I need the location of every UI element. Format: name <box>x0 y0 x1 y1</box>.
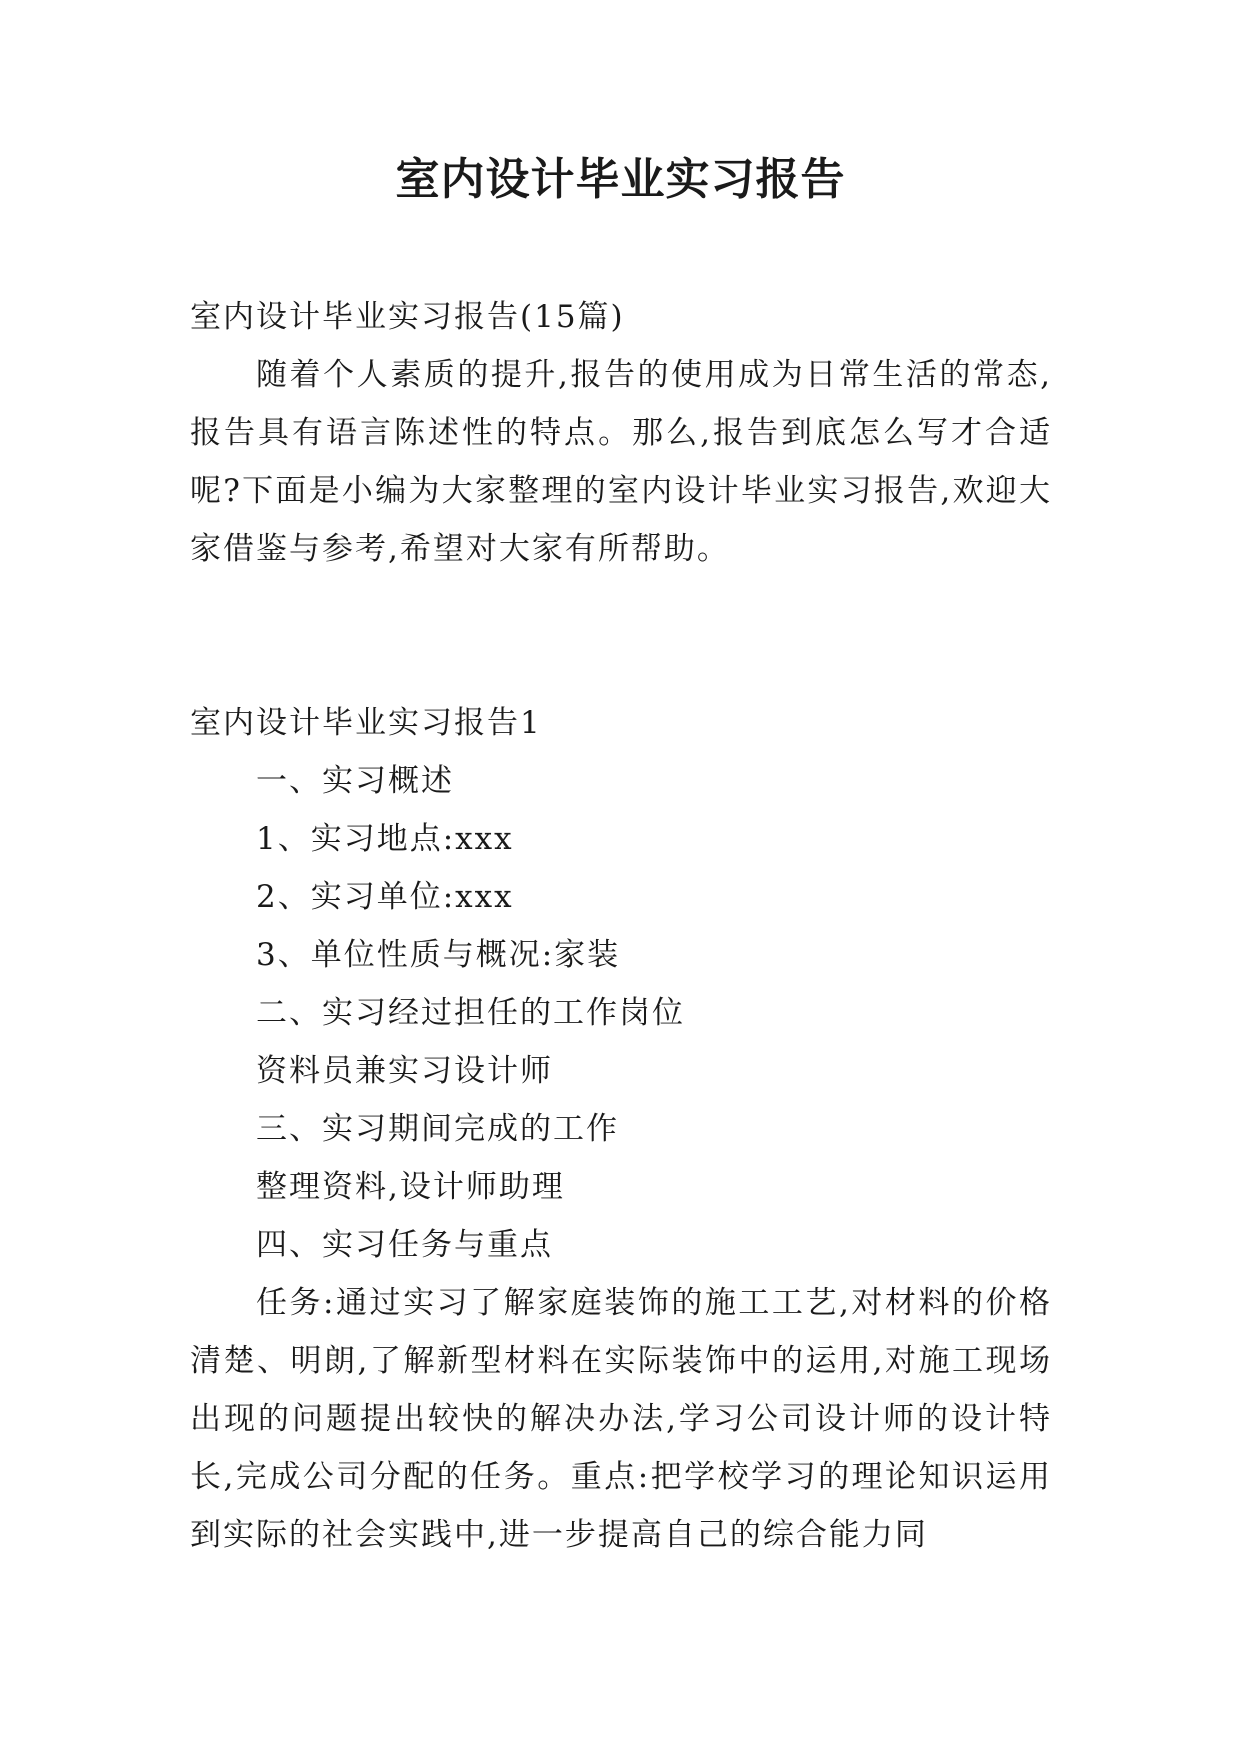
document-body <box>190 288 1052 1564</box>
section-heading: 室内设计毕业实习报告1 <box>190 705 542 741</box>
list-item: 三、实习期间完成的工作 <box>256 1111 619 1147</box>
document-subtitle: 室内设计毕业实习报告(15篇) <box>190 299 625 335</box>
list-item: 2、实习单位:xxx <box>256 879 514 915</box>
section-spacer <box>190 578 1052 694</box>
list-item: 3、单位性质与概况:家装 <box>256 937 621 973</box>
list-item: 二、实习经过担任的工作岗位 <box>256 995 685 1031</box>
document-title: 室内设计毕业实习报告 <box>395 154 846 205</box>
list-item: 整理资料,设计师助理 <box>256 1169 565 1205</box>
list-item: 资料员兼实习设计师 <box>256 1053 553 1089</box>
list-item: 一、实习概述 <box>256 763 454 799</box>
task-paragraph: 任务:通过实习了解家庭装饰的施工工艺,对材料的价格清楚、明朗,了解新型材料在实际装饰中的运用,对施工现场出现的问题提出较快的解决办法,学习公司设计师的设计特长,完成公司分配的任务。重点:把学校学习的理论知识运用到实际的社会实践中,进一步提高自己的综合能力同 <box>190 1285 1052 1553</box>
list-item: 四、实习任务与重点 <box>256 1227 553 1263</box>
list-item: 1、实习地点:xxx <box>256 821 514 857</box>
intro-paragraph: 随着个人素质的提升,报告的使用成为日常生活的常态,报告具有语言陈述性的特点。那么,报告到底怎么写才合适呢?下面是小编为大家整理的室内设计毕业实习报告,欢迎大家借鉴与参考,希望对大家有所帮助。 <box>190 357 1052 567</box>
